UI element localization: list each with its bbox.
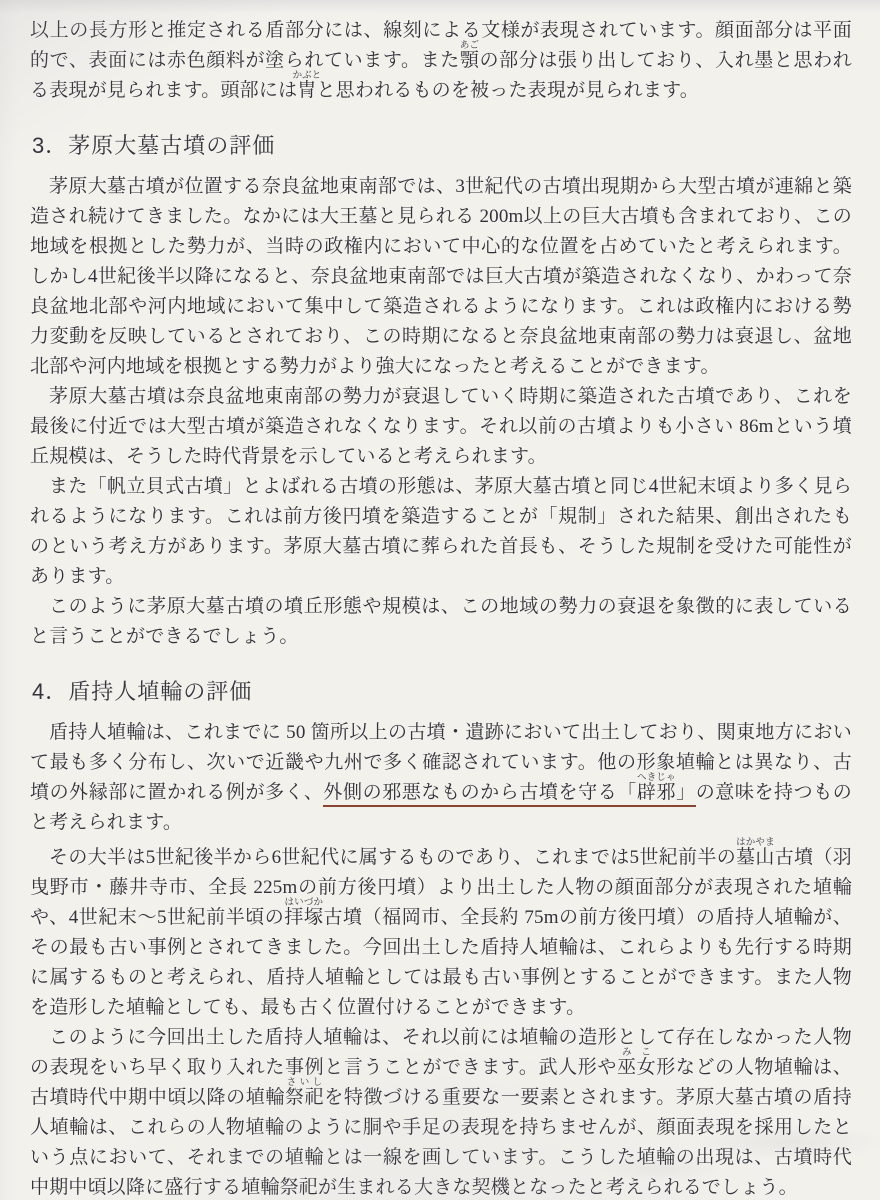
text-run: の意味を持つものと考えられます。 <box>30 782 853 833</box>
text-run: 外側の邪悪なものから古墳を守る「 <box>323 782 637 803</box>
furigana-annotation: 墓山はかやま <box>736 838 775 868</box>
text-run: 古墳（福岡市、全長約 75mの前方後円墳）の盾持人埴輪が、その最も古い事例とされてきました。今回出土した盾持人埴輪は、これらよりも先行する時期に属するものと考えられ、盾持人埴輪としては最も古い事例とすることができます。また人物を造形した埴輪としても、最も古く位置付けることができます。 <box>30 907 852 1018</box>
text-run: このように今回出土した盾持人埴輪は、それ以前には埴輪の造形として存在しなかった人物の表現をいち早く取り入れた事例と言うことができます。武人形や <box>30 1027 852 1078</box>
furigana-annotation: 祭祀さいし <box>285 1078 325 1108</box>
text-run: このように茅原大墓古墳の墳丘形態や規模は、この地域の勢力の衰退を象徴的に表していると言うことができるでしょう。 <box>30 596 852 647</box>
paragraph-haniwa-distribution <box>30 718 852 838</box>
underlined-phrase <box>323 773 696 807</box>
text-run: を特徴づける重要な一要素とされます。茅原大墓古墳の盾持人埴輪は、これらの人物埴輪のように胴や手足の表現を持ちませんが、顔面表現を採用したという点において、それまでの埴輪とは一線を画しています。こうした埴輪の出現は、古墳時代中期中頃以降に盛行する埴輪祭祀が生まれる大きな契機となったと考えられるでしょう。 <box>30 1087 852 1198</box>
section-heading-haniwa-evaluation: 4．盾持人埴輪の評価 <box>32 679 253 704</box>
paragraph-hotategai-kofun <box>30 472 852 592</box>
paragraph-nara-basin-history <box>30 172 852 382</box>
text-run: 形などの人物埴輪は、古墳時代中期中頃以降の埴輪 <box>30 1057 852 1108</box>
text-run: 盾持人埴輪は、これまでに 50 箇所以上の古墳・遺跡において出土しており、関東地方において最も多く分布し、次いで近畿や九州で多く確認されています。他の形象埴輪とは異なり、古墳の外縁部に置かれる例が多く、 <box>30 722 852 803</box>
text-run: 古墳（羽曳野市・藤井寺市、全長 225mの前方後円墳）より出土した人物の顔面部分が表現された埴輪や、4世紀末～5世紀前半頃の <box>30 847 852 928</box>
section-heading-kofun-evaluation: 3．茅原大墓古墳の評価 <box>32 133 276 158</box>
text-run: また「帆立貝式古墳」とよばれる古墳の形態は、茅原大墓古墳と同じ4世紀末頃より多く見られるようになります。これは前方後円墳を築造することが「規制」された結果、創出されたものという考え方があります。茅原大墓古墳に葬られた首長も、そうした規制を受けた可能性があります。 <box>30 476 852 587</box>
furigana-annotation: 顎あご <box>459 41 480 71</box>
text-run: と思われるものを被った表現が見られます。 <box>316 80 699 101</box>
text-run: 以上の長方形と推定される盾部分には、線刻による文様が表現されています。顔面部分は平面的で、表面には赤色顔料が塗られています。また <box>30 20 852 71</box>
text-run: 茅原大墓古墳は奈良盆地東南部の勢力が衰退していく時期に築造された古墳であり、これを最後に付近では大型古墳が築造されなくなります。それ以前の古墳よりも小さい 86mという墳丘規模は、そうした時代背景を示していると考えられます。 <box>30 386 852 467</box>
paragraph-haniwa-significance <box>30 1023 852 1200</box>
paragraph-section3-conclusion <box>30 592 852 652</box>
furigana-annotation: 巫女みこ <box>617 1048 657 1078</box>
text-run: の部分は張り出しており、入れ墨と思われる表現が見られます。頭部には <box>30 50 852 101</box>
text-run: その大半は5世紀後半から6世紀代に属するものであり、これまでは5世紀前半の <box>49 847 737 868</box>
paragraph-shield-description-continued <box>30 16 852 106</box>
text-run: 」 <box>676 782 696 803</box>
paragraph-haniwa-chronology <box>30 838 852 1023</box>
furigana-annotation: 拝塚はいづか <box>284 898 324 928</box>
furigana-annotation: 辟邪へきじゃ <box>636 773 677 803</box>
furigana-annotation: 冑かぶと <box>292 71 322 101</box>
paragraph-decline-period <box>30 382 852 472</box>
text-run: 茅原大墓古墳が位置する奈良盆地東南部では、3世紀代の古墳出現期から大型古墳が連綿と築造され続けてきました。なかには大王墓と見られる 200m以上の巨大古墳も含まれており、この地域を根拠とした勢力が、当時の政権内において中心的な位置を占めていたと考えられます。しかし4世紀後半以降になると、奈良盆地東南部では巨大古墳が築造されなくなり、かわって奈良盆地北部や河内地域において集中して築造されるようになります。これは政権内における勢力変動を反映しているとされており、この時期になると奈良盆地東南部の勢力は衰退し、盆地北部や河内地域を根拠とする勢力がより強大になったと考えることができます。 <box>30 176 852 377</box>
